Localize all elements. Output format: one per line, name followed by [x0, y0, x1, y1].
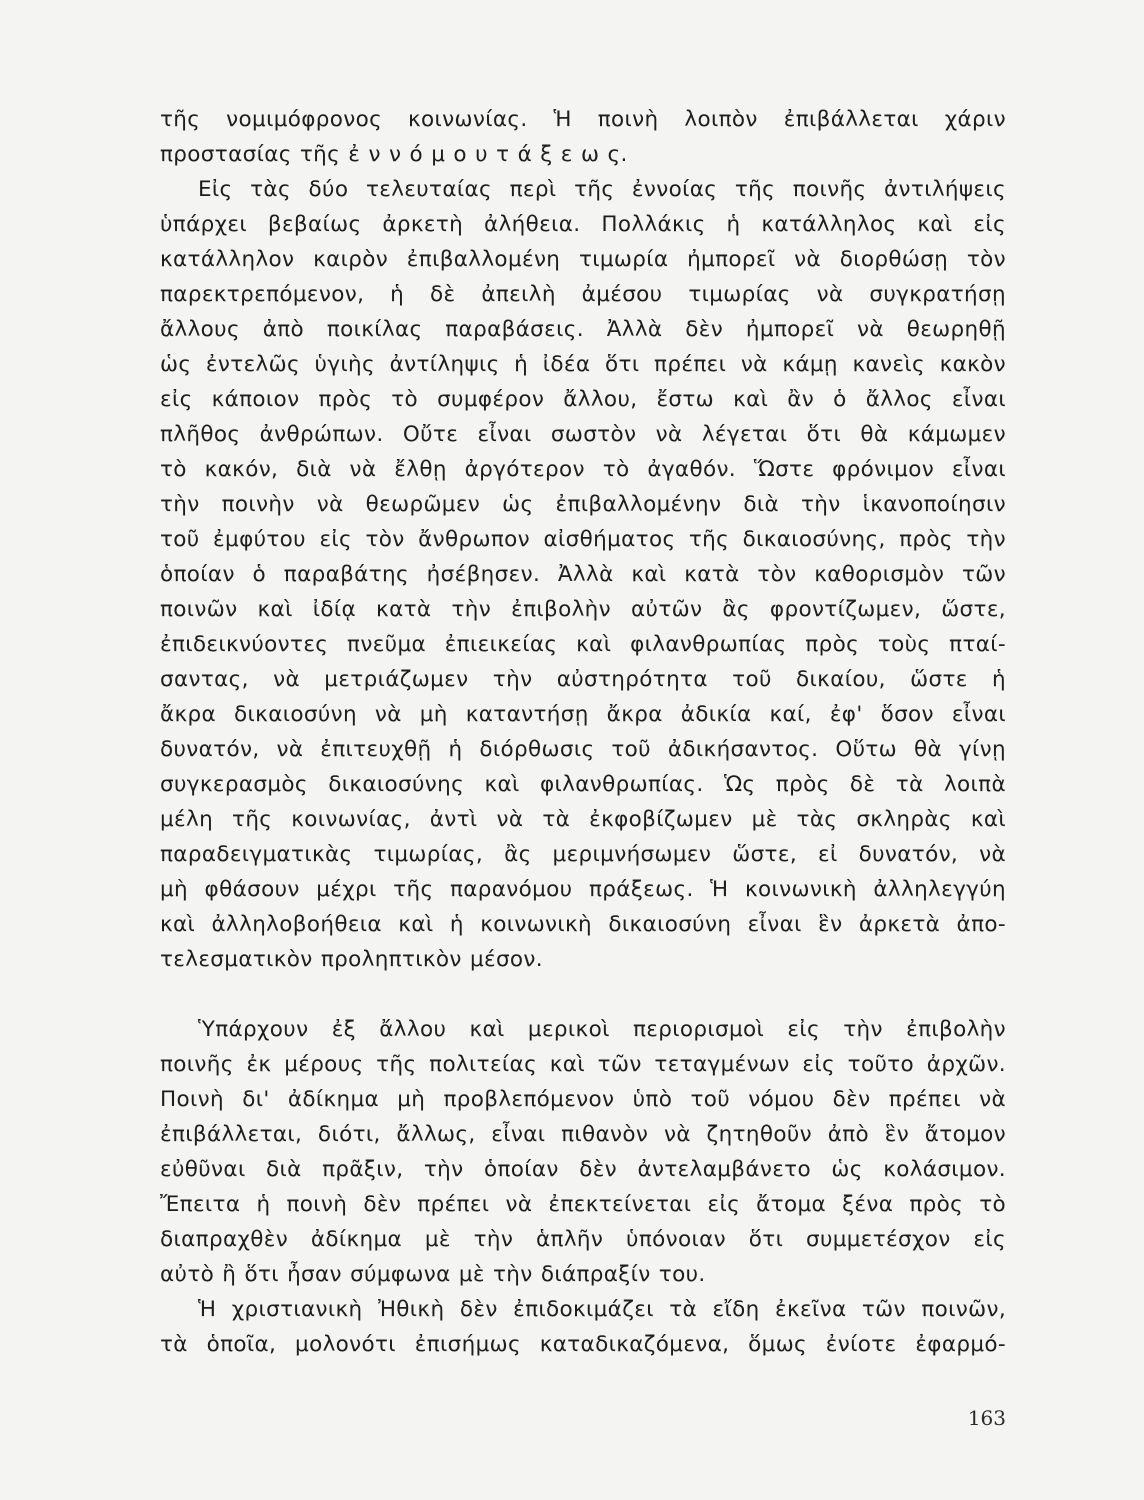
text-line: ἄκρα δικαιοσύνη νὰ μὴ καταντήσῃ ἄκρα ἀδικία καί, ἐφ' ὅσον εἶναι: [160, 702, 1006, 727]
text-line: διαπραχθὲν ἀδίκημα μὲ τὴν ἁπλῆν ὑπόνοιαν ὅτι συμμετέσχον εἰς: [160, 1227, 1006, 1252]
text-line: παραδειγματικὰς τιμωρίας, ἂς μεριμνήσωμεν ὥστε, εἰ δυνατόν, νὰ: [160, 842, 1006, 867]
text-line: αὐτὸ ἢ ὅτι ἦσαν σύμφωνα μὲ τὴν διάπραξίν του.: [160, 1262, 706, 1287]
text-line: τελεσματικὸν προληπτικὸν μέσον.: [160, 947, 543, 972]
text-line: τὴν ποινὴν νὰ θεωρῶμεν ὡς ἐπιβαλλομένην διὰ τὴν ἱκανοποίησιν: [160, 492, 1006, 517]
text-line: τὰ ὁποῖα, μολονότι ἐπισήμως καταδικαζόμενα, ὅμως ἐνίοτε ἐφαρμό-: [160, 1332, 1006, 1357]
text-line: ποινῆς ἐκ μέρους τῆς πολιτείας καὶ τῶν τεταγμένων εἰς τοῦτο ἀρχῶν.: [160, 1052, 1006, 1077]
text-line: δυνατόν, νὰ ἐπιτευχθῇ ἡ διόρθωσις τοῦ ἀδικήσαντος. Οὕτω θὰ γίνῃ: [160, 737, 1006, 762]
text-line: παρεκτρεπόμενον, ἡ δὲ ἀπειλὴ ἀμέσου τιμωρίας νὰ συγκρατήσῃ: [160, 282, 1006, 307]
text-line: μὴ φθάσουν μέχρι τῆς παρανόμου πράξεως. Ἡ κοινωνικὴ ἀλληλεγγύη: [160, 877, 1006, 902]
page-number: 163: [967, 1406, 1006, 1430]
text-line: Εἰς τὰς δύο τελευταίας περὶ τῆς ἐννοίας τῆς ποινῆς ἀντιλήψεις: [198, 177, 1006, 202]
text-line: τοῦ ἐμφύτου εἰς τὸν ἄνθρωπον αἰσθήματος τῆς δικαιοσύνης, πρὸς τὴν: [160, 527, 1006, 552]
text-line: κατάλληλον καιρὸν ἐπιβαλλομένη τιμωρία ἠμπορεῖ νὰ διορθώσῃ τὸν: [160, 247, 1006, 272]
text-line: τὸ κακόν, διὰ νὰ ἔλθῃ ἀργότερον τὸ ἀγαθόν. Ὥστε φρόνιμον εἶναι: [160, 457, 1006, 482]
text-line: σαντας, νὰ μετριάζωμεν τὴν αὐστηρότητα τοῦ δικαίου, ὥστε ἡ: [160, 667, 1006, 692]
text-line: ἐπιβάλλεται, διότι, ἄλλως, εἶναι πιθανὸν νὰ ζητηθοῦν ἀπὸ ἓν ἄτομον: [160, 1122, 1006, 1147]
text-line: ὁποίαν ὁ παραβάτης ἠσέβησεν. Ἀλλὰ καὶ κατὰ τὸν καθορισμὸν τῶν: [160, 562, 1006, 587]
text-line: Ὑπάρχουν ἐξ ἄλλου καὶ μερικοὶ περιορισμοὶ εἰς τὴν ἐπιβολὴν: [198, 1017, 1006, 1042]
text-line: μέλη τῆς κοινωνίας, ἀντὶ νὰ τὰ ἐκφοβίζωμεν μὲ τὰς σκληρὰς καὶ: [160, 807, 1006, 832]
text-line: Ποινὴ δι' ἀδίκημα μὴ προβλεπόμενον ὑπὸ τοῦ νόμου δὲν πρέπει νὰ: [160, 1087, 1006, 1112]
text-line: προστασίας τῆς ἐ ν ν ό μ ο υ τ ά ξ ε ω ς.: [160, 142, 628, 167]
text-line: Ἡ χριστιανικὴ Ἠθικὴ δὲν ἐπιδοκιμάζει τὰ εἴδη ἐκεῖνα τῶν ποινῶν,: [198, 1297, 1006, 1322]
text-line: εἰς κάποιον πρὸς τὸ συμφέρον ἄλλου, ἔστω καὶ ἂν ὁ ἄλλος εἶναι: [160, 387, 1006, 412]
text-line: ὡς ἐντελῶς ὑγιὴς ἀντίληψις ἡ ἰδέα ὅτι πρέπει νὰ κάμῃ κανεὶς κακὸν: [160, 352, 1006, 377]
text-line: εὐθῦναι διὰ πρᾶξιν, τὴν ὁποίαν δὲν ἀντελαμβάνετο ὡς κολάσιμον.: [160, 1157, 1006, 1182]
text-line: ἐπιδεικνύοντες πνεῦμα ἐπιεικείας καὶ φιλανθρωπίας πρὸς τοὺς πταί-: [160, 632, 1006, 657]
text-line: ποινῶν καὶ ἰδίᾳ κατὰ τὴν ἐπιβολὴν αὐτῶν ἂς φροντίζωμεν, ὥστε,: [160, 597, 1006, 622]
text-line: καὶ ἀλληλοβοήθεια καὶ ἡ κοινωνικὴ δικαιοσύνη εἶναι ἓν ἀρκετὰ ἀπο-: [160, 912, 1006, 937]
text-line: ὑπάρχει βεβαίως ἀρκετὴ ἀλήθεια. Πολλάκις ἡ κατάλληλος καὶ εἰς: [160, 212, 1006, 237]
text-line: Ἔπειτα ἡ ποινὴ δὲν πρέπει νὰ ἐπεκτείνεται εἰς ἄτομα ξένα πρὸς τὸ: [160, 1192, 1006, 1217]
text-line: τῆς νομιμόφρονος κοινωνίας. Ἡ ποινὴ λοιπὸν ἐπιβάλλεται χάριν: [160, 107, 1006, 132]
text-line: πλῆθος ἀνθρώπων. Οὔτε εἶναι σωστὸν νὰ λέγεται ὅτι θὰ κάμωμεν: [160, 422, 1006, 447]
text-line: ἄλλους ἀπὸ ποικίλας παραβάσεις. Ἀλλὰ δὲν ἠμπορεῖ νὰ θεωρηθῇ: [160, 317, 1006, 342]
text-line: συγκερασμὸς δικαιοσύνης καὶ φιλανθρωπίας. Ὡς πρὸς δὲ τὰ λοιπὰ: [160, 772, 1006, 797]
